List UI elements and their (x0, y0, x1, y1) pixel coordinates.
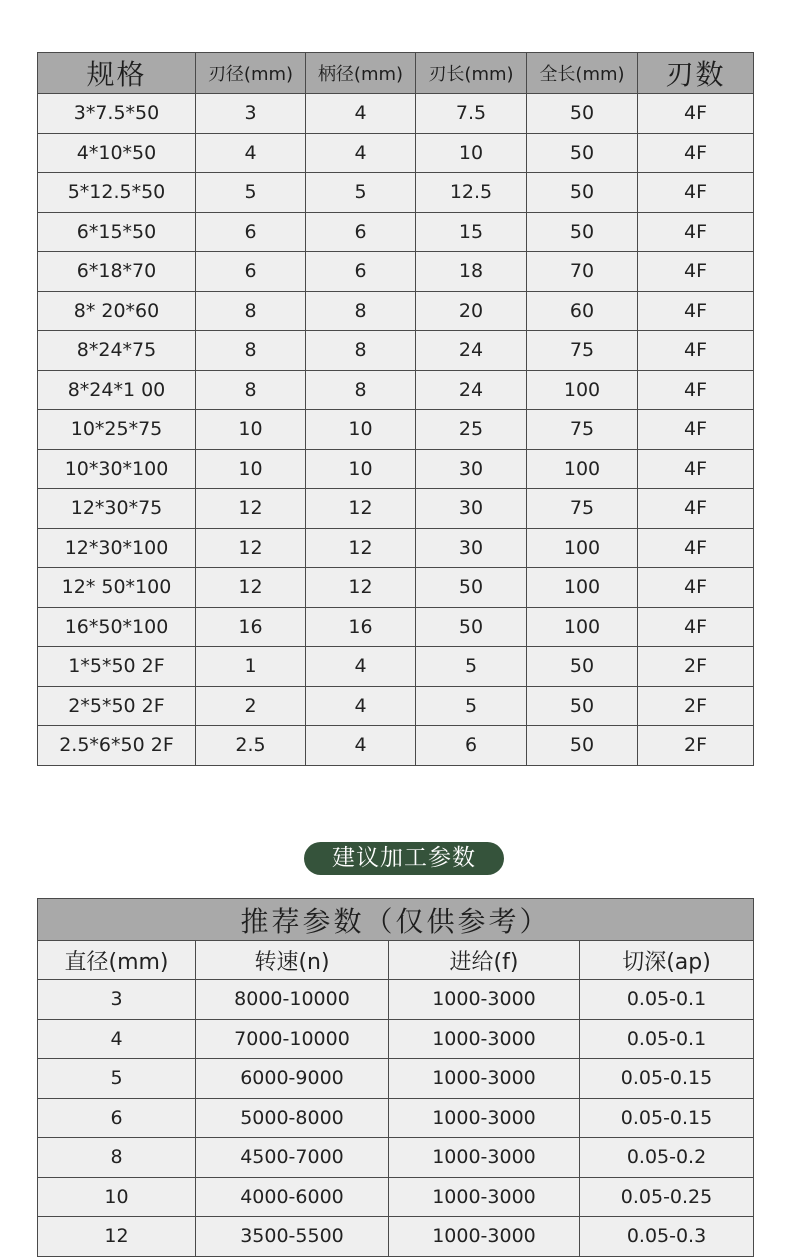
table-cell: 0.05-0.25 (580, 1177, 754, 1217)
table-cell: 6*15*50 (38, 212, 196, 252)
table-row (38, 331, 754, 371)
table-cell: 7000-10000 (196, 1019, 389, 1059)
table-cell: 5*12.5*50 (38, 173, 196, 213)
recommend-params-badge: 建议加工参数 (304, 842, 504, 875)
table-cell: 50 (527, 647, 638, 687)
table-cell: 12* 50*100 (38, 568, 196, 608)
table-cell: 5 (416, 647, 527, 687)
table-cell: 12 (196, 489, 306, 529)
table-cell: 3*7.5*50 (38, 94, 196, 134)
table-cell: 7.5 (416, 94, 527, 134)
table-cell: 6 (196, 252, 306, 292)
table-cell: 6 (38, 1098, 196, 1138)
table-cell: 4F (638, 410, 754, 450)
table-cell: 1000-3000 (389, 1217, 580, 1257)
param-header-diameter: 直径(mm) (38, 941, 196, 980)
table-row (38, 1098, 754, 1138)
table-cell: 2 (196, 686, 306, 726)
table-cell: 8 (196, 370, 306, 410)
table-cell: 0.05-0.15 (580, 1098, 754, 1138)
table-cell: 50 (527, 173, 638, 213)
table-cell: 4F (638, 331, 754, 371)
table-cell: 10 (196, 410, 306, 450)
table-cell: 4F (638, 489, 754, 529)
table-cell: 75 (527, 489, 638, 529)
table-cell: 12 (306, 528, 416, 568)
table-cell: 2F (638, 647, 754, 687)
table-cell: 15 (416, 212, 527, 252)
table-cell: 8000-10000 (196, 980, 389, 1020)
table-cell: 4F (638, 449, 754, 489)
table-cell: 4 (306, 686, 416, 726)
param-header-feed: 进给(f) (389, 941, 580, 980)
param-table (37, 898, 754, 1257)
table-cell: 10*25*75 (38, 410, 196, 450)
spec-header-row (38, 53, 754, 94)
table-cell: 0.05-0.3 (580, 1217, 754, 1257)
table-cell: 4F (638, 94, 754, 134)
table-cell: 3 (38, 980, 196, 1020)
table-cell: 4F (638, 607, 754, 647)
table-cell: 100 (527, 568, 638, 608)
spec-header-overall-length: 全长(mm) (527, 53, 638, 94)
spec-header-shank-diameter: 柄径(mm) (306, 53, 416, 94)
table-cell: 10 (306, 410, 416, 450)
table-cell: 10*30*100 (38, 449, 196, 489)
table-cell: 6 (306, 252, 416, 292)
spec-table-body (38, 94, 754, 766)
table-cell: 5 (306, 173, 416, 213)
table-cell: 12 (38, 1217, 196, 1257)
table-cell: 10 (306, 449, 416, 489)
table-cell: 30 (416, 489, 527, 529)
param-table-title: 推荐参数（仅供参考） (38, 899, 754, 941)
table-cell: 6 (196, 212, 306, 252)
table-cell: 24 (416, 370, 527, 410)
table-cell: 12 (306, 568, 416, 608)
table-row (38, 291, 754, 331)
table-row (38, 1138, 754, 1178)
table-cell: 2.5*6*50 2F (38, 726, 196, 766)
table-cell: 8 (306, 291, 416, 331)
table-cell: 12 (196, 568, 306, 608)
table-row (38, 449, 754, 489)
table-cell: 6*18*70 (38, 252, 196, 292)
table-row (38, 686, 754, 726)
table-cell: 4500-7000 (196, 1138, 389, 1178)
table-cell: 4 (306, 647, 416, 687)
param-header-depth: 切深(ap) (580, 941, 754, 980)
table-cell: 0.05-0.2 (580, 1138, 754, 1178)
table-cell: 100 (527, 607, 638, 647)
table-row (38, 252, 754, 292)
spec-table (37, 52, 754, 766)
table-cell: 4F (638, 212, 754, 252)
table-cell: 60 (527, 291, 638, 331)
table-cell: 4F (638, 252, 754, 292)
table-cell: 0.05-0.1 (580, 980, 754, 1020)
table-cell: 5000-8000 (196, 1098, 389, 1138)
table-cell: 50 (416, 568, 527, 608)
table-cell: 8 (306, 370, 416, 410)
table-cell: 5 (38, 1059, 196, 1099)
table-cell: 1000-3000 (389, 1177, 580, 1217)
table-cell: 16 (306, 607, 416, 647)
table-cell: 50 (527, 133, 638, 173)
table-cell: 75 (527, 410, 638, 450)
table-row (38, 410, 754, 450)
table-cell: 4F (638, 568, 754, 608)
table-cell: 8*24*1 00 (38, 370, 196, 410)
table-cell: 4F (638, 133, 754, 173)
table-cell: 50 (527, 94, 638, 134)
table-cell: 6000-9000 (196, 1059, 389, 1099)
table-cell: 3 (196, 94, 306, 134)
table-cell: 12.5 (416, 173, 527, 213)
spec-header-flutes: 刃数 (638, 53, 754, 94)
table-cell: 4 (306, 133, 416, 173)
table-row (38, 489, 754, 529)
table-cell: 1000-3000 (389, 1019, 580, 1059)
param-header-row (38, 941, 754, 980)
table-cell: 8 (196, 291, 306, 331)
table-cell: 6 (306, 212, 416, 252)
table-cell: 12*30*75 (38, 489, 196, 529)
table-cell: 2F (638, 726, 754, 766)
table-cell: 0.05-0.15 (580, 1059, 754, 1099)
table-cell: 1000-3000 (389, 1098, 580, 1138)
param-title-row (38, 899, 754, 941)
table-cell: 2.5 (196, 726, 306, 766)
table-cell: 50 (527, 686, 638, 726)
table-row (38, 1059, 754, 1099)
table-cell: 50 (527, 726, 638, 766)
table-cell: 8*24*75 (38, 331, 196, 371)
table-row (38, 1019, 754, 1059)
table-cell: 4 (306, 726, 416, 766)
table-cell: 12 (306, 489, 416, 529)
table-cell: 8 (306, 331, 416, 371)
table-row (38, 726, 754, 766)
table-cell: 12 (196, 528, 306, 568)
table-row (38, 133, 754, 173)
table-cell: 4F (638, 291, 754, 331)
table-cell: 18 (416, 252, 527, 292)
table-row (38, 607, 754, 647)
table-cell: 100 (527, 528, 638, 568)
table-cell: 3500-5500 (196, 1217, 389, 1257)
spec-header-blade-diameter: 刃径(mm) (196, 53, 306, 94)
table-cell: 1000-3000 (389, 1059, 580, 1099)
table-cell: 25 (416, 410, 527, 450)
table-row (38, 1177, 754, 1217)
table-row (38, 94, 754, 134)
table-cell: 100 (527, 449, 638, 489)
table-cell: 1 (196, 647, 306, 687)
table-cell: 4000-6000 (196, 1177, 389, 1217)
table-cell: 4 (38, 1019, 196, 1059)
table-cell: 1000-3000 (389, 980, 580, 1020)
table-cell: 4 (196, 133, 306, 173)
table-cell: 4 (306, 94, 416, 134)
table-cell: 5 (416, 686, 527, 726)
table-cell: 24 (416, 331, 527, 371)
table-cell: 10 (38, 1177, 196, 1217)
table-cell: 70 (527, 252, 638, 292)
table-cell: 5 (196, 173, 306, 213)
table-cell: 75 (527, 331, 638, 371)
param-header-speed: 转速(n) (196, 941, 389, 980)
table-cell: 1000-3000 (389, 1138, 580, 1178)
spec-header-blade-length: 刃长(mm) (416, 53, 527, 94)
table-cell: 16 (196, 607, 306, 647)
table-cell: 4F (638, 173, 754, 213)
table-cell: 2F (638, 686, 754, 726)
table-row (38, 1217, 754, 1257)
param-table-body (38, 980, 754, 1257)
table-cell: 100 (527, 370, 638, 410)
table-cell: 0.05-0.1 (580, 1019, 754, 1059)
table-row (38, 528, 754, 568)
table-row (38, 980, 754, 1020)
spec-header-size: 规格 (38, 53, 196, 94)
table-cell: 4F (638, 528, 754, 568)
table-row (38, 568, 754, 608)
table-cell: 8 (196, 331, 306, 371)
table-row (38, 370, 754, 410)
table-row (38, 173, 754, 213)
table-row (38, 647, 754, 687)
table-cell: 4*10*50 (38, 133, 196, 173)
table-cell: 4F (638, 370, 754, 410)
table-cell: 2*5*50 2F (38, 686, 196, 726)
table-cell: 16*50*100 (38, 607, 196, 647)
table-cell: 1*5*50 2F (38, 647, 196, 687)
table-cell: 6 (416, 726, 527, 766)
table-cell: 30 (416, 449, 527, 489)
table-cell: 50 (527, 212, 638, 252)
table-cell: 8* 20*60 (38, 291, 196, 331)
table-row (38, 212, 754, 252)
table-cell: 10 (416, 133, 527, 173)
table-cell: 30 (416, 528, 527, 568)
table-cell: 50 (416, 607, 527, 647)
table-cell: 20 (416, 291, 527, 331)
table-cell: 8 (38, 1138, 196, 1178)
table-cell: 12*30*100 (38, 528, 196, 568)
table-cell: 10 (196, 449, 306, 489)
